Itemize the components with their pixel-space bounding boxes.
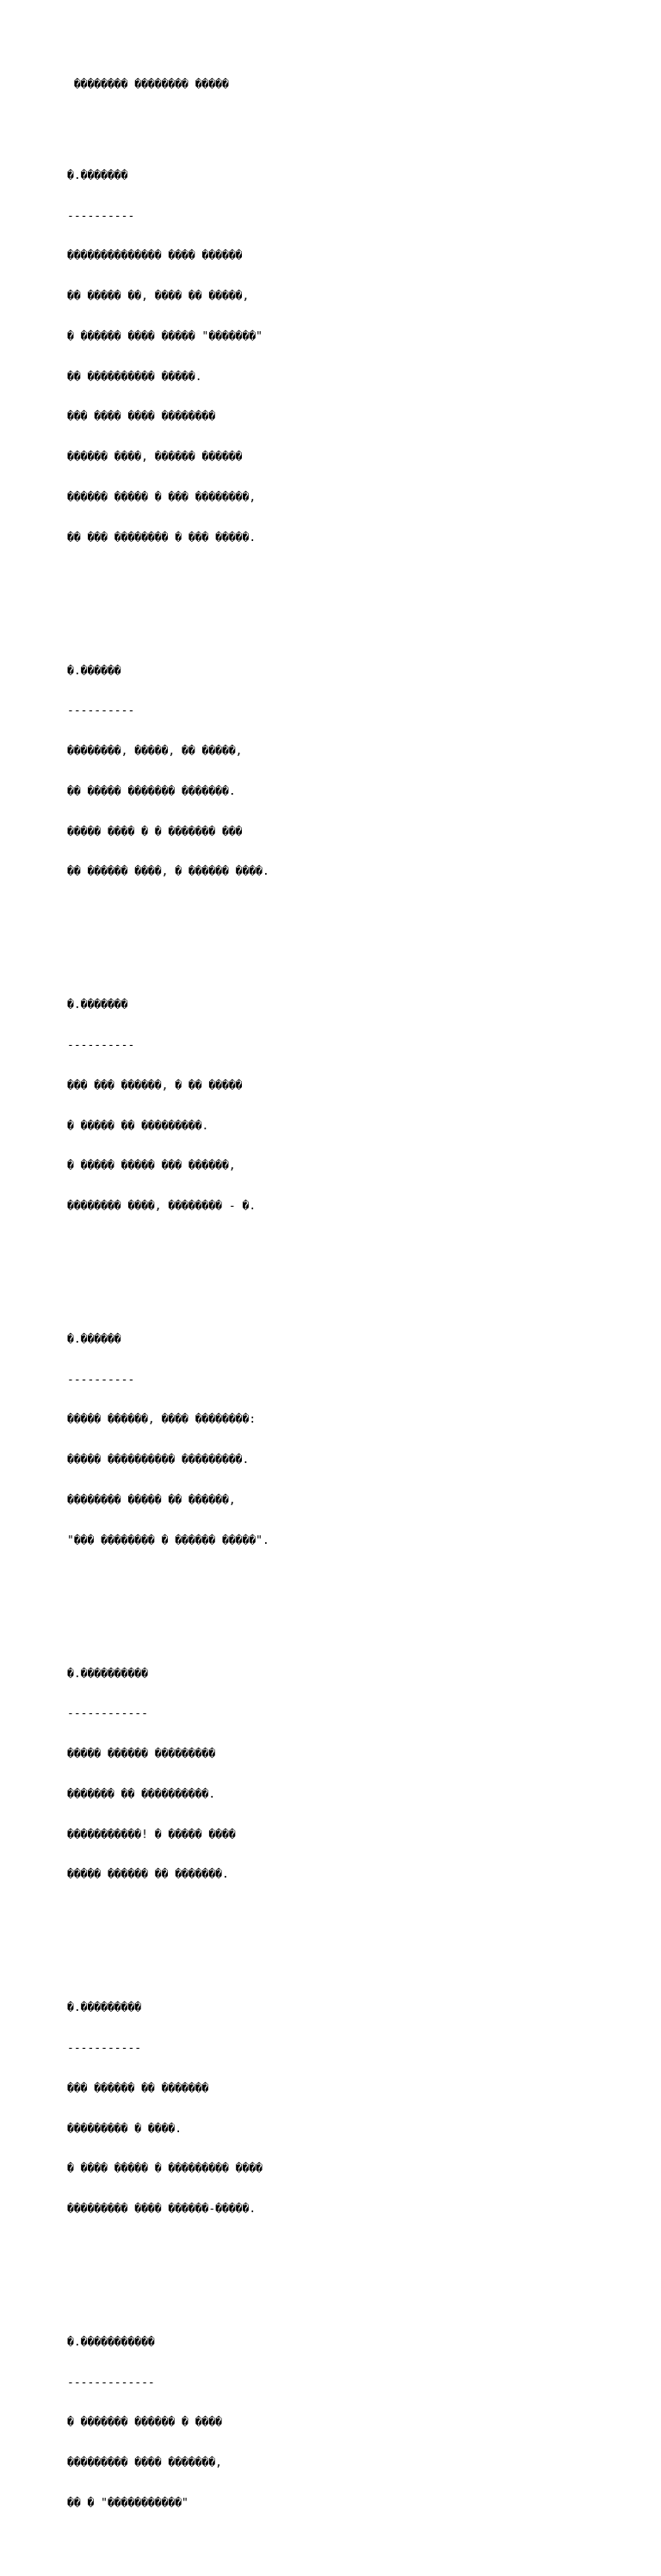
text-line: ����� ������, ���� ��������: bbox=[67, 1413, 256, 1427]
section-6 bbox=[67, 1975, 618, 2243]
text-line: ������ ����� � ��� ��������, bbox=[67, 491, 256, 504]
section-rule: ---------- bbox=[67, 1038, 135, 1052]
section-rule: ---------- bbox=[67, 209, 135, 223]
text-line: ������� �� ����������. bbox=[67, 1787, 216, 1801]
text-line: �� ����� ��, ���� �� �����, bbox=[67, 290, 250, 304]
text-line: �� ��� �������� � ��� �����. bbox=[67, 531, 256, 544]
text-line: �� � "�����������" bbox=[67, 2496, 188, 2510]
text-line: �� ����� ������� �������. bbox=[67, 784, 236, 798]
text-line: ��� ��� ������, � �� ����� bbox=[67, 1079, 243, 1092]
section-rule: ----------- bbox=[67, 2041, 142, 2055]
section-rule: ------------ bbox=[67, 1707, 148, 1721]
section-heading: �.������ bbox=[67, 664, 121, 678]
text-line: �������� ����� �� ������, bbox=[67, 1493, 236, 1507]
section-heading: �.������ bbox=[67, 1332, 121, 1346]
section-heading: �.���������� bbox=[67, 1667, 148, 1681]
section-2 bbox=[67, 637, 618, 906]
text-line: ������ ����, ������ ������ bbox=[67, 451, 243, 464]
section-rule: ------------- bbox=[67, 2376, 155, 2389]
text-line: ��������, �����, �� �����, bbox=[67, 745, 243, 759]
section-4 bbox=[67, 1306, 618, 1575]
section-heading: �.������� bbox=[67, 169, 128, 182]
section-1 bbox=[67, 143, 618, 572]
section-7 bbox=[67, 2309, 618, 2537]
text-line: � ����� ����� ��� ������, bbox=[67, 1159, 236, 1173]
text-line: �����������! � ����� ���� bbox=[67, 1828, 236, 1841]
text-line: �� ������ ����, � ������ ����. bbox=[67, 865, 269, 879]
document-title: �������� �������� ����� bbox=[67, 78, 229, 92]
section-rule: ---------- bbox=[67, 1373, 135, 1386]
text-line: �������������� ���� ������ bbox=[67, 249, 243, 263]
section-rule: ---------- bbox=[67, 704, 135, 718]
text-line: ��� ������ �� ������� bbox=[67, 2081, 209, 2095]
text-line: "��� �������� � ������ �����". bbox=[67, 1534, 269, 1547]
section-heading: �.��������� bbox=[67, 2001, 142, 2015]
text-line: �� ���������� �����. bbox=[67, 370, 202, 384]
section-heading: �.������� bbox=[67, 999, 128, 1012]
text-line: � ������� ������ � ���� bbox=[67, 2416, 223, 2430]
text-line: ����� ���������� ���������. bbox=[67, 1454, 250, 1467]
text-line: ��� ���� ���� �������� bbox=[67, 410, 216, 424]
text-line: � ����� �� ���������. bbox=[67, 1119, 209, 1133]
document bbox=[67, 52, 618, 2576]
text-line: ����� ������ ��������� bbox=[67, 1748, 216, 1761]
text-line: �������� ����, �������� - �. bbox=[67, 1200, 256, 1214]
text-line: ����� ���� � � ������� ��� bbox=[67, 825, 243, 839]
section-heading: �.����������� bbox=[67, 2335, 155, 2349]
text-line: ��������� � ����. bbox=[67, 2122, 182, 2136]
text-line: ����� ������ �� �������. bbox=[67, 1868, 229, 1882]
text-line: � ������ ���� ����� "�������" bbox=[67, 329, 263, 343]
section-3 bbox=[67, 972, 618, 1240]
text-line: ��������� ���� �������, bbox=[67, 2456, 223, 2470]
text-line: � ���� ����� � ��������� ���� bbox=[67, 2162, 263, 2176]
section-5 bbox=[67, 1640, 618, 1909]
text-line: ��������� ���� ������-�����. bbox=[67, 2203, 256, 2216]
